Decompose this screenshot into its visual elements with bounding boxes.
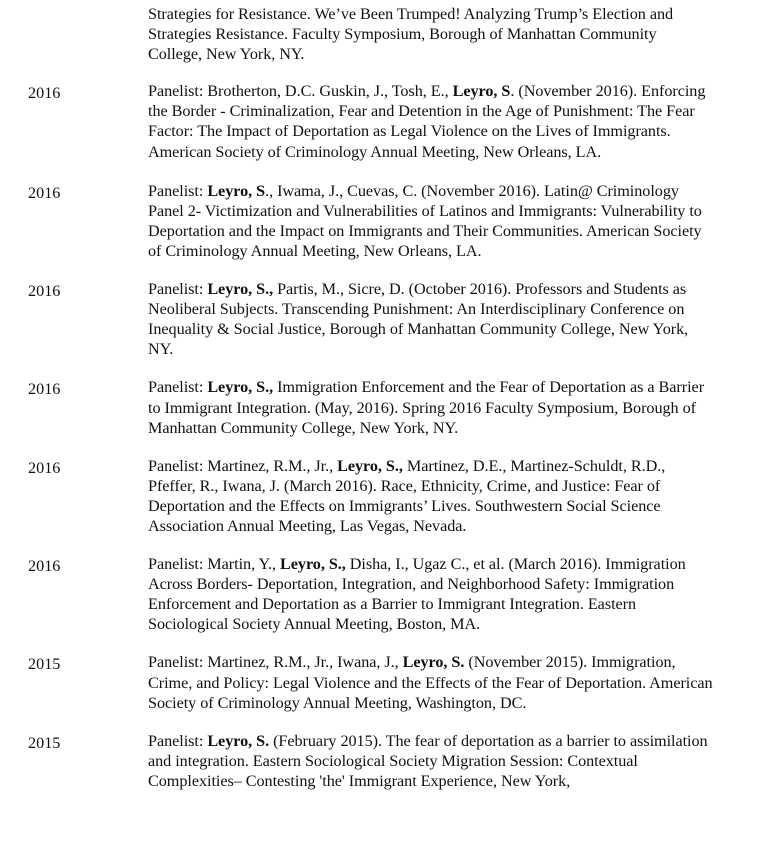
entry-authors-pre: Martin, Y., — [203, 555, 281, 574]
entry-text — [148, 279, 713, 359]
entry-details: Disha, I., Ugaz C., et al. (March 2016). Immigration Across Borders- Deportation, Integration, and Neighborhood Safety: Immigration Enforcement and Deportation as a Barrier to Immigrant Integration. Eastern Sociological Society Annual Meeting, Boston, MA. — [148, 555, 686, 634]
entry-role: Panelist: — [148, 82, 204, 101]
entry-year: 2016 — [28, 557, 61, 576]
entry-text — [148, 181, 713, 261]
entry-role: Panelist: — [148, 555, 204, 574]
entry-details: (November 2015). Immigration, Crime, and Policy: Legal Violence and the Effects of the Fear of Deportation. American Society of Criminology Annual Meeting, Washington, DC. — [148, 653, 713, 712]
presentation-entry — [0, 731, 768, 791]
entry-author-highlight: Leyro, S., — [207, 378, 274, 397]
entry-role: Panelist: — [148, 653, 204, 672]
entry-text — [148, 456, 713, 536]
entry-year: 2015 — [28, 655, 61, 674]
entry-details: (February 2015). The fear of deportation as a barrier to assimilation and integration. Eastern Sociological Society Migration Session: Contextual Complexities– Contesting 'the' Immigrant Experience, New York, — [148, 731, 708, 790]
presentation-entry — [0, 554, 768, 634]
presentation-entry — [0, 181, 768, 261]
entry-role: Panelist: — [148, 280, 204, 299]
entry-author-highlight: Leyro, S — [207, 181, 266, 200]
entry-role: Panelist: — [148, 378, 204, 397]
entry-authors-pre: Martinez, R.M., Jr., — [203, 456, 338, 475]
entry-role: Panelist: — [148, 456, 204, 475]
entry-author-highlight: Leyro, S. — [207, 731, 270, 750]
entry-year: 2016 — [28, 282, 61, 301]
entry-role: Panelist: — [148, 731, 204, 750]
entry-text — [148, 377, 713, 437]
entry-text — [148, 731, 713, 791]
entry-text — [148, 652, 713, 712]
entry-authors-pre: Martinez, R.M., Jr., Iwana, J., — [203, 653, 403, 672]
entry-text — [148, 81, 713, 161]
entry-continuation — [0, 4, 768, 64]
entry-author-highlight: Leyro, S. — [402, 653, 465, 672]
entry-details: . (November 2016). Enforcing the Border - Criminalization, Fear and Detention in the Age of Punishment: The Fear Factor: The Impact of Deportation as Legal Violence on the Lives of Immigrants. American Society of Criminology Annual Meeting, New Orleans, LA. — [148, 82, 706, 161]
entry-author-highlight: Leyro, S — [452, 82, 511, 101]
entry-details: Immigration Enforcement and the Fear of Deportation as a Barrier to Immigrant Integration. (May, 2016). Spring 2016 Faculty Symposium, Borough of Manhattan Community College, New York, NY. — [148, 378, 705, 437]
entry-authors-pre: Brotherton, D.C. Guskin, J., Tosh, E., — [203, 82, 453, 101]
entry-year: 2016 — [28, 84, 61, 103]
entry-text — [148, 554, 713, 634]
entry-role: Panelist: — [148, 181, 204, 200]
presentation-entry — [0, 81, 768, 161]
presentation-entry — [0, 652, 768, 712]
presentation-entry — [0, 279, 768, 359]
entry-author-highlight: Leyro, S., — [337, 456, 403, 475]
presentation-entry — [0, 377, 768, 437]
entry-year: 2015 — [28, 733, 61, 752]
entry-text: Strategies for Resistance. We’ve Been Trumped! Analyzing Trump’s Election and Strategies Resistance. Faculty Symposium, Borough of Manhattan Community College, New York, NY. — [148, 5, 674, 64]
entry-author-highlight: Leyro, S., — [280, 555, 346, 574]
cv-presentations-page — [0, 4, 768, 809]
entry-details: Martinez, D.E., Martinez-Schuldt, R.D., Pfeffer, R., Iwana, J. (March 2016). Race, Ethnicity, Crime, and Justice: Fear of Deportation and the Effects on Immigrants’ Lives. Southwestern Social Science Association Annual Meeting, Las Vegas, Nevada. — [148, 456, 666, 535]
entry-year: 2016 — [28, 458, 61, 477]
entry-details: ., Iwama, J., Cuevas, C. (November 2016). Latin@ Criminology Panel 2- Victimization and Vulnerabilities of Latinos and Immigrants: Vulnerability to Deportation and the Impact on Immigrants and Their Communities. American Society of Criminology Annual Meeting, New Orleans, LA. — [148, 181, 702, 260]
entry-year: 2016 — [28, 183, 61, 202]
presentation-entry — [0, 456, 768, 536]
entry-details: Partis, M., Sicre, D. (October 2016). Professors and Students as Neoliberal Subjects. Transcending Punishment: An Interdisciplinary Conference on Inequality & Social Justice, Borough of Manhattan Community College, New York, NY. — [148, 280, 689, 359]
entry-year: 2016 — [28, 380, 61, 399]
entry-author-highlight: Leyro, S., — [207, 280, 274, 299]
